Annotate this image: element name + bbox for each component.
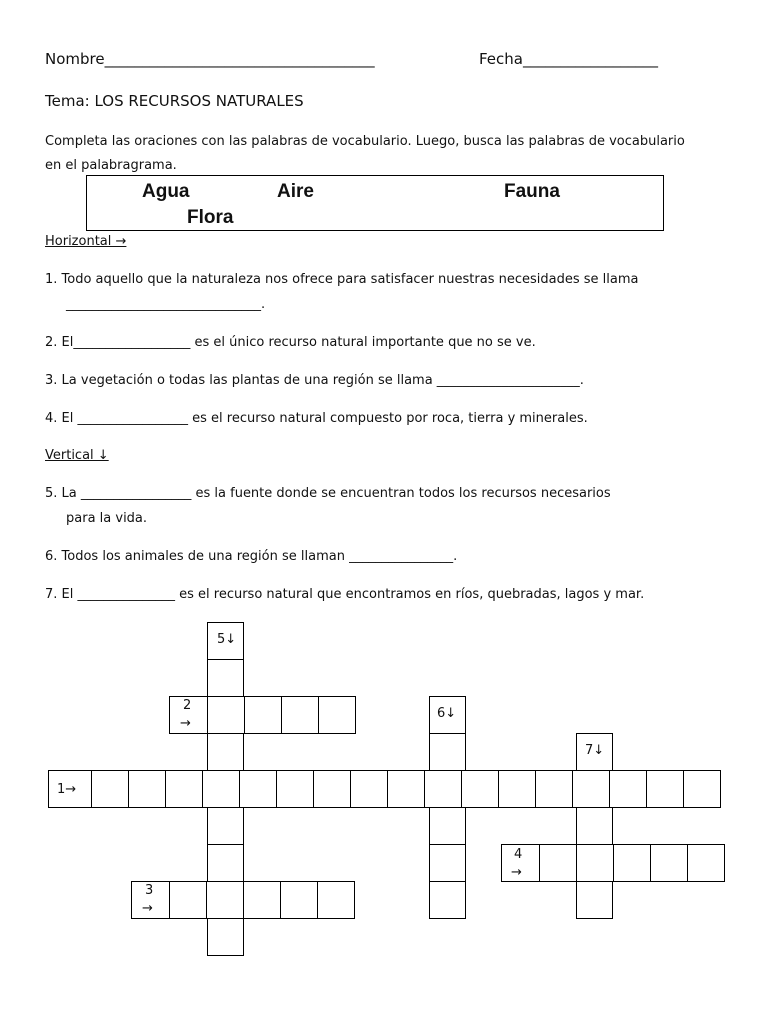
clue-number-4: 4	[514, 847, 523, 862]
vertical-heading: Vertical ↓	[45, 448, 109, 463]
grid-cell[interactable]	[319, 697, 356, 734]
grid-cell[interactable]	[166, 771, 203, 808]
grid-cell[interactable]	[92, 771, 129, 808]
clue-number-1: 1→	[57, 782, 77, 797]
grid-cell[interactable]	[314, 771, 351, 808]
grid-cell[interactable]	[388, 771, 425, 808]
clue-5-line1: 5. La _________________ es la fuente donde se encuentran todos los recursos necesarios	[45, 486, 611, 501]
clue-1-line2: ______________________________.	[66, 297, 266, 312]
grid-cell[interactable]	[651, 845, 688, 882]
grid-cell[interactable]	[240, 771, 277, 808]
grid-cell[interactable]	[647, 771, 684, 808]
grid-cell[interactable]	[540, 845, 577, 882]
grid-cell[interactable]	[462, 771, 499, 808]
grid-cell[interactable]	[208, 697, 245, 734]
grid-cell[interactable]	[207, 882, 244, 919]
grid-cell[interactable]	[430, 734, 466, 771]
clue-number-2: 2	[183, 698, 192, 713]
grid-cell[interactable]	[430, 882, 466, 919]
grid-cell[interactable]	[281, 882, 318, 919]
grid-cell[interactable]	[208, 660, 244, 697]
grid-cell[interactable]	[129, 771, 166, 808]
clue-number-7: 7↓	[585, 743, 605, 758]
word-bank-item: Fauna	[504, 181, 560, 202]
date-label: Fecha__________________	[479, 50, 658, 68]
grid-cell[interactable]	[208, 734, 244, 771]
grid-cell[interactable]	[610, 771, 647, 808]
grid-cell[interactable]	[318, 882, 355, 919]
clue-5-line2: para la vida.	[66, 511, 148, 526]
grid-cell[interactable]	[245, 697, 282, 734]
word-bank-item: Flora	[187, 207, 234, 228]
grid-cell[interactable]	[536, 771, 573, 808]
clue-2: 2. El__________________ es el único recurso natural importante que no se ve.	[45, 335, 536, 350]
clue-arrow-4: →	[511, 865, 522, 880]
clue-arrow-2: →	[180, 716, 191, 731]
name-label: Nombre____________________________________	[45, 50, 375, 68]
clue-3: 3. La vegetación o todas las plantas de una región se llama ______________________.	[45, 373, 584, 388]
clue-number-5: 5↓	[217, 632, 237, 647]
topic-title: Tema: LOS RECURSOS NATURALES	[45, 92, 304, 110]
clue-arrow-3: →	[142, 901, 153, 916]
grid-cell[interactable]	[208, 845, 244, 882]
clue-number-6: 6↓	[437, 706, 457, 721]
clue-number-3: 3	[145, 883, 154, 898]
grid-cell[interactable]	[688, 845, 725, 882]
grid-cell[interactable]	[573, 771, 610, 808]
grid-cell[interactable]	[684, 771, 721, 808]
grid-cell[interactable]	[351, 771, 388, 808]
clue-7: 7. El _______________ es el recurso natural que encontramos en ríos, quebradas, lagos y mar.	[45, 587, 645, 602]
grid-cell[interactable]	[430, 808, 466, 845]
grid-cell[interactable]	[277, 771, 314, 808]
word-bank-item: Aire	[277, 181, 314, 202]
grid-cell[interactable]	[577, 808, 613, 845]
grid-cell[interactable]	[577, 845, 614, 882]
grid-cell[interactable]	[282, 697, 319, 734]
clue-6: 6. Todos los animales de una región se llaman ________________.	[45, 549, 458, 564]
clue-1-line1: 1. Todo aquello que la naturaleza nos ofrece para satisfacer nuestras necesidades se llama	[45, 272, 639, 287]
grid-cell[interactable]	[430, 845, 466, 882]
grid-cell[interactable]	[425, 771, 462, 808]
grid-cell[interactable]	[577, 882, 613, 919]
instructions-line2: en el palabragrama.	[45, 158, 177, 173]
grid-cell[interactable]	[244, 882, 281, 919]
grid-cell[interactable]	[614, 845, 651, 882]
clue-4: 4. El _________________ es el recurso natural compuesto por roca, tierra y minerales.	[45, 411, 588, 426]
grid-cell[interactable]	[208, 919, 244, 956]
horizontal-heading: Horizontal →	[45, 234, 127, 249]
word-bank-item: Agua	[142, 181, 190, 202]
grid-cell[interactable]	[170, 882, 207, 919]
instructions-line1: Completa las oraciones con las palabras de vocabulario. Luego, busca las palabras de vocabulario	[45, 134, 685, 149]
grid-cell[interactable]	[499, 771, 536, 808]
grid-cell[interactable]	[203, 771, 240, 808]
grid-cell[interactable]	[208, 808, 244, 845]
